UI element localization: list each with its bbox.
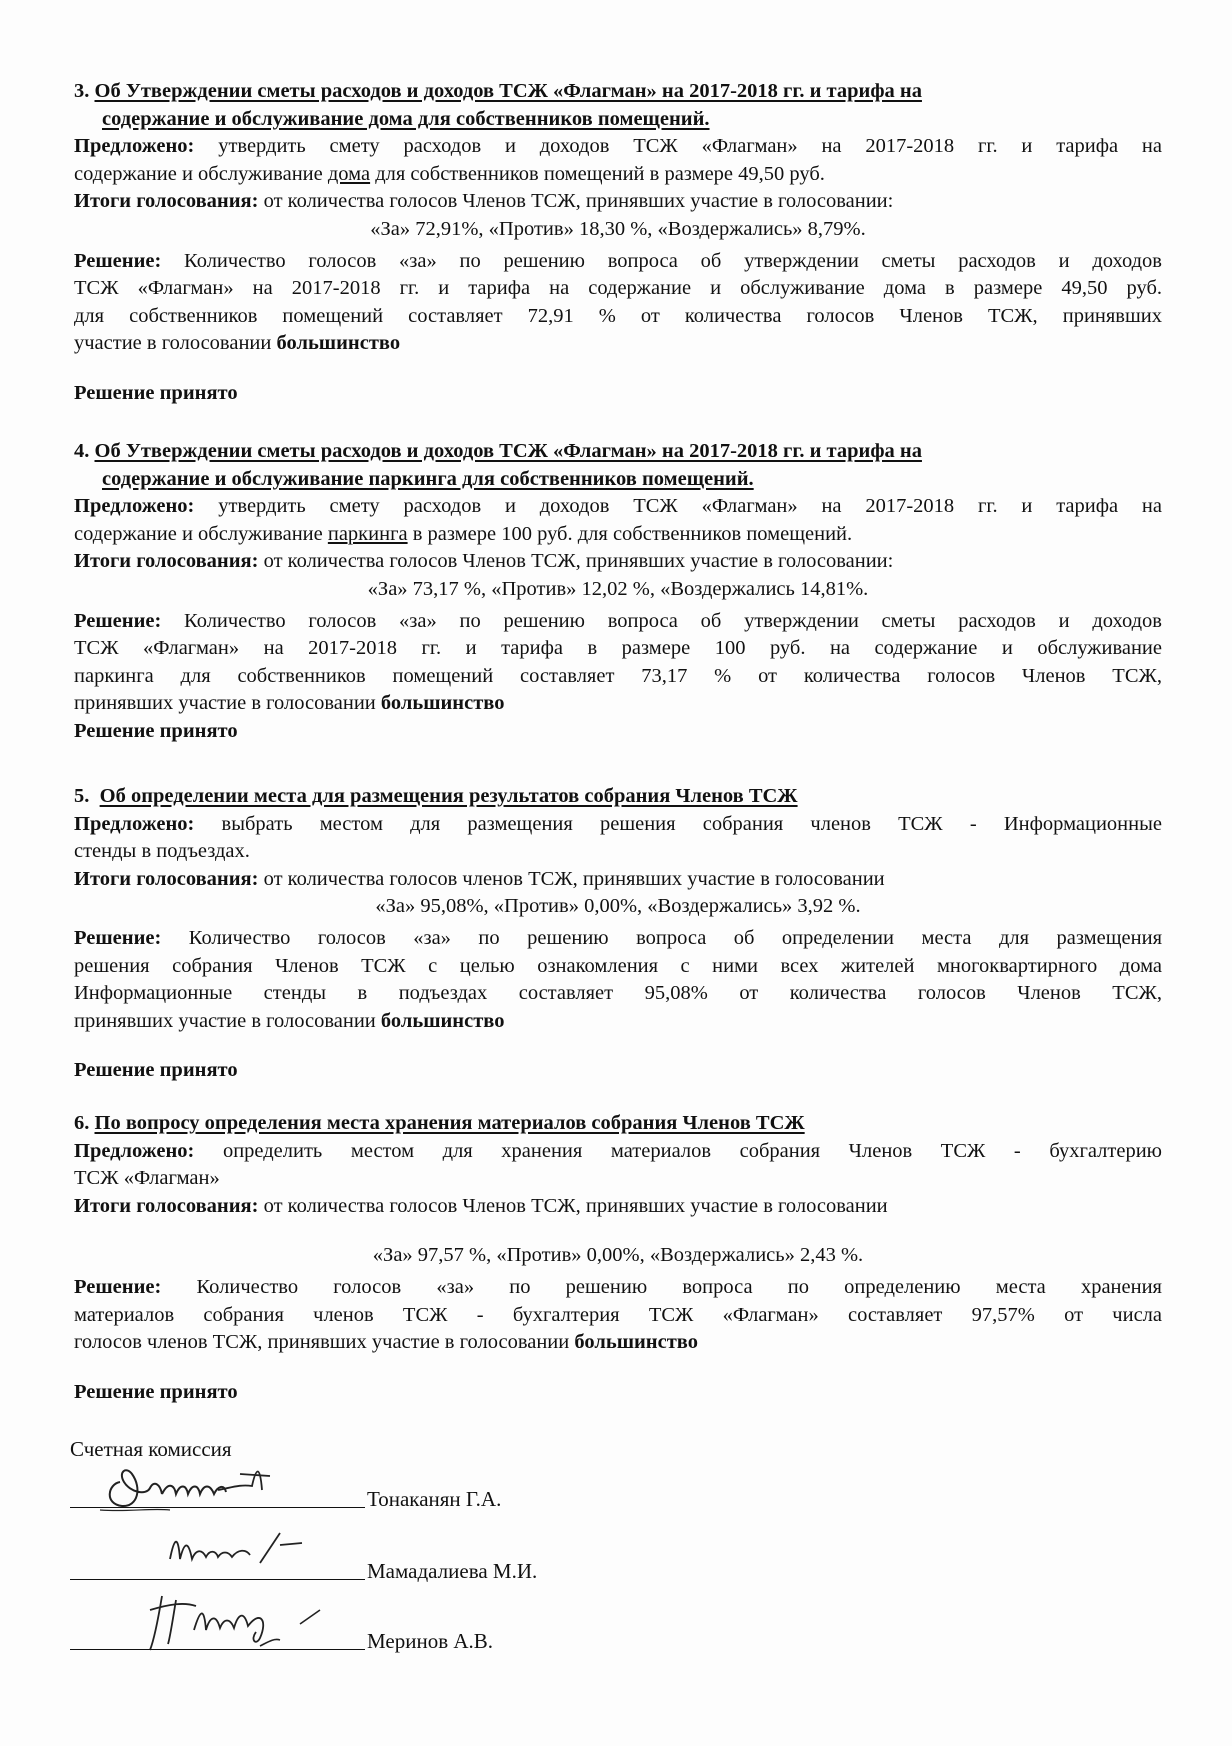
section-4-number: 4.: [74, 440, 90, 462]
member-1-name: Тонаканян Г.А.: [367, 1487, 502, 1511]
section-4-results: Итоги голосования: от количества голосов Членов ТСЖ, принявших участие в голосовании:: [74, 550, 894, 573]
section-4-proposed: Предложено: утвердить смету расходов и доходов ТСЖ «Флагман» на 2017-2018 гг. и тарифа на: [74, 495, 1162, 518]
section-6-votes: «За» 97,57 %, «Против» 0,00%, «Воздержались» 2,43 %.: [372, 1244, 864, 1267]
section-6-results: Итоги голосования: от количества голосов Членов ТСЖ, принявших участие в голосовании: [74, 1194, 888, 1217]
section-5-number: 5.: [74, 785, 90, 807]
decision-label: Решение:: [74, 609, 162, 632]
section-6-proposed: Предложено: определить местом для хранения материалов собрания Членов ТСЖ - бухгалтерию: [74, 1139, 1162, 1162]
underlined-term: дома: [327, 162, 371, 185]
underlined-term: паркинга: [327, 522, 408, 545]
member-3-name: Меринов А.В.: [367, 1629, 494, 1653]
section-4-title-line1: Об Утверждении сметы расходов и доходов ТСЖ «Флагман» на 2017-2018 гг. и тарифа на: [94, 440, 922, 462]
section-6-decision: Решение: Количество голосов «за» по решению вопроса по определению места хранения: [74, 1275, 1162, 1298]
section-5-heading: [74, 783, 1162, 811]
section-6-heading: [74, 1110, 1162, 1138]
section-4-heading: [74, 438, 1162, 466]
section-3-number: 3.: [74, 80, 90, 102]
section-4: 4. Об Утверждении сметы расходов и доходов ТСЖ «Флагман» на 2017-2018 гг. и тарифа на содержание и обслуживание паркинга для собственников помещений. Предложено: утвердить смету расходов и доходов ТСЖ «Флагман» на 2017-2018 гг. и тарифа на содержание и обслуживание паркинга в размере 100 руб. для собственников помещений. Итоги голосования: от количества голосов Членов ТСЖ, принявших участие в голосовании: «За» 73,17 %, «Против» 12,02 %, «Воздержались 14,81%. Решение: Количество голосов «за» по решению вопроса об утверждении сметы расходов и доходов ТСЖ «Флагман» на 2017-2018 гг. и тарифа в размере 100 руб. на содержание и обслуживание паркинга для собственников помещений составляет 73,17 % от количества голосов Членов ТСЖ, принявших участие в голосовании большинство Решение принято: [74, 438, 1162, 746]
section-3-accepted: Решение принято: [74, 381, 238, 404]
section-6: 6. По вопросу определения места хранения материалов собрания Членов ТСЖ Предложено: определить местом для хранения материалов собрания Членов ТСЖ - бухгалтерию ТСЖ «Флагман» Итоги голосования: от количества голосов Членов ТСЖ, принявших участие в голосовании «За» 97,57 %, «Против» 0,00%, «Воздержались» 2,43 %. Решение: Количество голосов «за» по решению вопроса по определению места хранения материалов собрания членов ТСЖ - бухгалтерия ТСЖ «Флагман» составляет 97,57% от числа голосов членов ТСЖ, принявших участие в голосовании большинство Решение принято: [74, 1110, 1162, 1406]
member-2-name: Мамадалиева М.И.: [367, 1559, 538, 1583]
section-3-heading: [74, 78, 1162, 106]
section-3-results: Итоги голосования: от количества голосов Членов ТСЖ, принявших участие в голосовании:: [74, 190, 894, 213]
proposed-label: Предложено:: [74, 135, 195, 158]
section-6-title: По вопросу определения места хранения материалов собрания Членов ТСЖ: [94, 1112, 805, 1134]
decision-label: Решение:: [74, 1275, 162, 1298]
commission-label: Счетная комиссия: [70, 1437, 232, 1461]
results-label: Итоги голосования:: [74, 1194, 259, 1217]
decision-label: Решение:: [74, 926, 162, 949]
section-3-proposed: Предложено: утвердить смету расходов и доходов ТСЖ «Флагман» на 2017-2018 гг. и тарифа на: [74, 135, 1162, 158]
section-3-decision: Решение: Количество голосов «за» по решению вопроса об утверждении сметы расходов и доходов: [74, 249, 1162, 272]
signature-row-1: [70, 1460, 770, 1520]
decision-label: Решение:: [74, 249, 162, 272]
section-5-results: Итоги голосования: от количества голосов членов ТСЖ, принявших участие в голосовании: [74, 867, 885, 890]
results-label: Итоги голосования:: [74, 867, 259, 890]
section-4-accepted: Решение принято: [74, 719, 238, 742]
proposed-label: Предложено:: [74, 1139, 195, 1162]
proposed-label: Предложено:: [74, 495, 195, 518]
signature-row-3: [70, 1600, 770, 1660]
results-label: Итоги голосования:: [74, 550, 259, 573]
section-3: 3. Об Утверждении сметы расходов и доходов ТСЖ «Флагман» на 2017-2018 гг. и тарифа на содержание и обслуживание дома для собственников помещений. Предложено: утвердить смету расходов и доходов ТСЖ «Флагман» на 2017-2018 гг. и тарифа на содержание и обслуживание дома для собственников помещений в размере 49,50 руб. Итоги голосования: от количества голосов Членов ТСЖ, принявших участие в голосовании: «За» 72,91%, «Против» 18,30 %, «Воздержались» 8,79%. Решение: Количество голосов «за» по решению вопроса об утверждении сметы расходов и доходов ТСЖ «Флагман» на 2017-2018 гг. и тарифа на содержание и обслуживание дома в размере 49,50 руб. для собственников помещений составляет 72,91 % от количества голосов Членов ТСЖ, принявших участие в голосовании большинство Решение принято: [74, 78, 1162, 408]
section-3-votes: «За» 72,91%, «Против» 18,30 %, «Воздержались» 8,79%.: [370, 217, 866, 240]
section-5-proposed: Предложено: выбрать местом для размещения решения собрания членов ТСЖ - Информационные: [74, 812, 1162, 835]
section-5-title: Об определении места для размещения результатов собрания Членов ТСЖ: [99, 785, 798, 807]
section-5-decision: Решение: Количество голосов «за» по решению вопроса об определении места для размещения: [74, 926, 1162, 949]
section-3-title-line1: Об Утверждении сметы расходов и доходов ТСЖ «Флагман» на 2017-2018 гг. и тарифа на: [94, 80, 922, 102]
section-4-decision: Решение: Количество голосов «за» по решению вопроса об утверждении сметы расходов и доходов: [74, 609, 1162, 632]
section-4-votes: «За» 73,17 %, «Против» 12,02 %, «Воздержались 14,81%.: [367, 577, 869, 600]
section-5-accepted: Решение принято: [74, 1059, 238, 1082]
proposed-label: Предложено:: [74, 812, 195, 835]
section-5-votes: «За» 95,08%, «Против» 0,00%, «Воздержались» 3,92 %.: [375, 895, 861, 918]
results-label: Итоги голосования:: [74, 190, 259, 213]
section-6-number: 6.: [74, 1112, 90, 1134]
section-5: 5. Об определении места для размещения результатов собрания Членов ТСЖ Предложено: выбрать местом для размещения решения собрания членов ТСЖ - Информационные стенды в подъездах. Итоги голосования: от количества голосов членов ТСЖ, принявших участие в голосовании «За» 95,08%, «Против» 0,00%, «Воздержались» 3,92 %. Решение: Количество голосов «за» по решению вопроса об определении места для размещения решения собрания Членов ТСЖ с целью ознакомления с ними всех жителей многоквартирного дома Информационные стенды в подъездах составляет 95,08% от количества голосов Членов ТСЖ, принявших участие в голосовании большинство Решение принято: [74, 783, 1162, 1085]
signature-1-image: [90, 1454, 390, 1514]
section-3-title-line2: содержание и обслуживание дома для собственников помещений.: [102, 107, 710, 130]
section-6-accepted: Решение принято: [74, 1380, 238, 1403]
section-4-title-line2: содержание и обслуживание паркинга для собственников помещений.: [102, 467, 754, 490]
